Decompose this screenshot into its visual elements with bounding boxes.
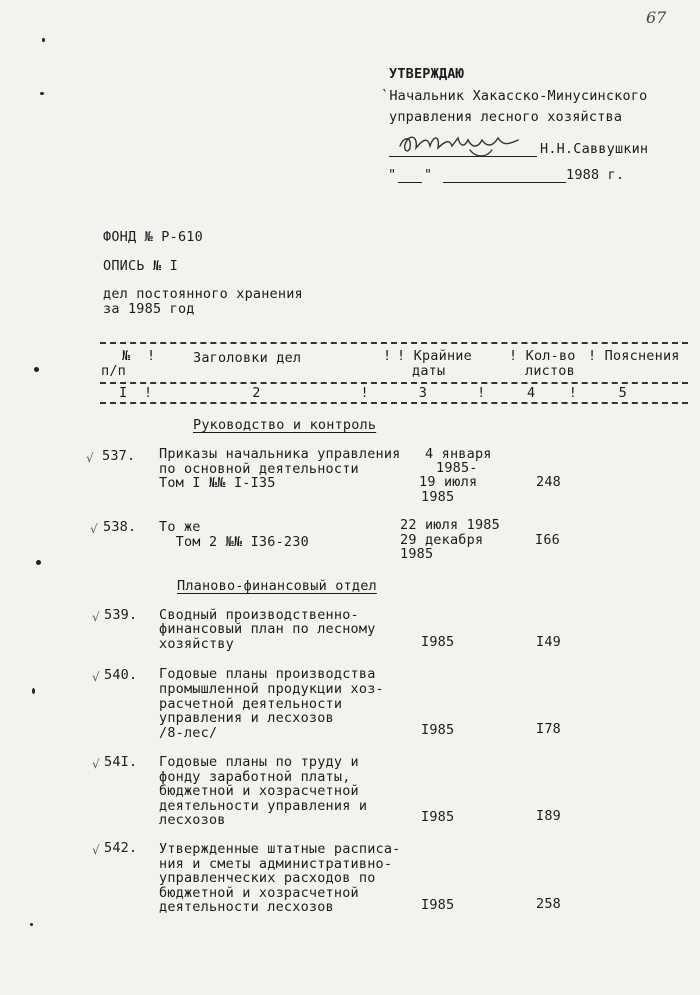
subtitle-line2: за 1985 год [103, 301, 195, 317]
fond-number: ФОНД № Р-610 [103, 229, 203, 245]
header-sep-bar: ! [383, 348, 392, 364]
header-bottom-rule [100, 402, 688, 404]
row-number: 537. [102, 448, 136, 464]
check-mark: √ [92, 670, 100, 684]
date-quote-open: " [388, 167, 397, 183]
row-title-line: хозяйству [159, 636, 234, 652]
row-sheet-count: I66 [535, 532, 560, 548]
row-title-line: лесхозов [159, 812, 226, 828]
row-title-line: Том 2 №№ I36-230 [159, 534, 309, 550]
check-mark: √ [92, 610, 100, 624]
section-heading-planning-finance: Планово-финансовый отдел [177, 578, 377, 594]
date-month-line [443, 182, 566, 183]
row-title-line: Том I №№ I-I35 [159, 475, 276, 491]
header-col-sheets-line2: листов [525, 363, 575, 379]
check-mark: √ [92, 843, 100, 857]
row-number: 540. [104, 667, 138, 683]
row-title-line: То же [159, 519, 201, 535]
row-title-line: управленческих расходов по [159, 870, 376, 886]
row-title-line: Сводный производственно- [159, 607, 359, 623]
header-col-sheets: ! Кол-во [509, 348, 576, 364]
row-number: 54I. [104, 754, 138, 770]
row-title-line: Приказы начальника управления [159, 446, 401, 462]
opis-number: ОПИСЬ № I [103, 258, 178, 274]
signature-line [389, 156, 537, 157]
row-sheet-count: I49 [536, 634, 561, 650]
row-title-line: деятельности лесхозов [159, 899, 334, 915]
header-col-notes: ! Пояснения [588, 348, 680, 364]
check-mark: √ [90, 522, 98, 536]
row-title-line: Годовые планы по труду и [159, 754, 359, 770]
row-title-line: ния и сметы административно- [159, 856, 393, 872]
row-date-line: 1985 [421, 489, 455, 505]
row-title-line: деятельности управления и [159, 798, 368, 814]
row-title-line: /8-лес/ [159, 725, 218, 741]
header-col-number: № ! [122, 348, 156, 364]
header-col-titles: Заголовки дел [193, 350, 302, 366]
margin-speck [32, 688, 35, 694]
row-number: 538. [103, 519, 137, 535]
margin-speck [36, 560, 41, 565]
date-day-line [398, 182, 422, 183]
row-title-line: бюджетной и хозрасчетной [159, 783, 359, 799]
approval-position-line2: управления лесного хозяйства [389, 109, 623, 125]
row-date-line: 19 июля [419, 474, 478, 490]
row-title-line: промышленной продукции хоз- [159, 681, 384, 697]
approval-position-line1: `Начальник Хакасско-Минусинского [381, 88, 648, 104]
row-date-line: 1985- [436, 460, 478, 476]
row-date-line: I985 [421, 634, 455, 650]
row-sheet-count: 258 [536, 896, 561, 912]
row-sheet-count: 248 [536, 474, 561, 490]
row-date-line: 1985 [400, 546, 434, 562]
check-mark: √ [92, 757, 100, 771]
margin-speck [30, 923, 33, 926]
row-title-line: бюджетной и хозрасчетной [159, 885, 359, 901]
header-col-number-pp: п/п [101, 363, 126, 379]
margin-speck [34, 367, 39, 372]
header-col-dates: ! Крайние [397, 348, 472, 364]
row-date-line: I985 [421, 809, 455, 825]
row-sheet-count: I89 [536, 808, 561, 824]
check-mark: √ [86, 451, 94, 465]
row-date-line: 22 июля 1985 [400, 517, 500, 533]
row-number: 542. [104, 840, 138, 856]
margin-speck [42, 38, 45, 42]
header-column-numbers: I ! 2 ! 3 ! 4 ! 5 [119, 385, 627, 401]
header-mid-rule [100, 382, 688, 384]
handwritten-signature [394, 126, 534, 160]
row-sheet-count: I78 [536, 721, 561, 737]
row-title-line: Утвержденные штатные расписа- [159, 841, 401, 857]
row-title-line: по основной деятельности [159, 461, 359, 477]
margin-speck [40, 92, 44, 95]
row-title-line: управления и лесхозов [159, 710, 334, 726]
row-date-line: 29 декабря [400, 532, 484, 548]
subtitle-line1: дел постоянного хранения [103, 286, 303, 302]
row-number: 539. [104, 607, 138, 623]
approval-year: 1988 г. [566, 167, 625, 183]
approver-name: Н.Н.Саввушкин [540, 141, 649, 157]
row-date-line: 4 января [425, 446, 492, 462]
row-title-line: финансовый план по лесному [159, 621, 376, 637]
row-title-line: Годовые планы производства [159, 666, 376, 682]
header-top-rule [100, 342, 688, 344]
row-title-line: фонду заработной платы, [159, 769, 351, 785]
date-quote-close: " [424, 167, 433, 183]
approval-title: УТВЕРЖДАЮ [389, 66, 464, 82]
row-title-line: расчетной деятельности [159, 696, 343, 712]
row-date-line: I985 [421, 722, 455, 738]
row-date-line: I985 [421, 897, 455, 913]
section-heading-management: Руководство и контроль [193, 417, 377, 433]
page-number: 67 [646, 8, 667, 27]
header-col-dates-line2: даты [412, 363, 446, 379]
